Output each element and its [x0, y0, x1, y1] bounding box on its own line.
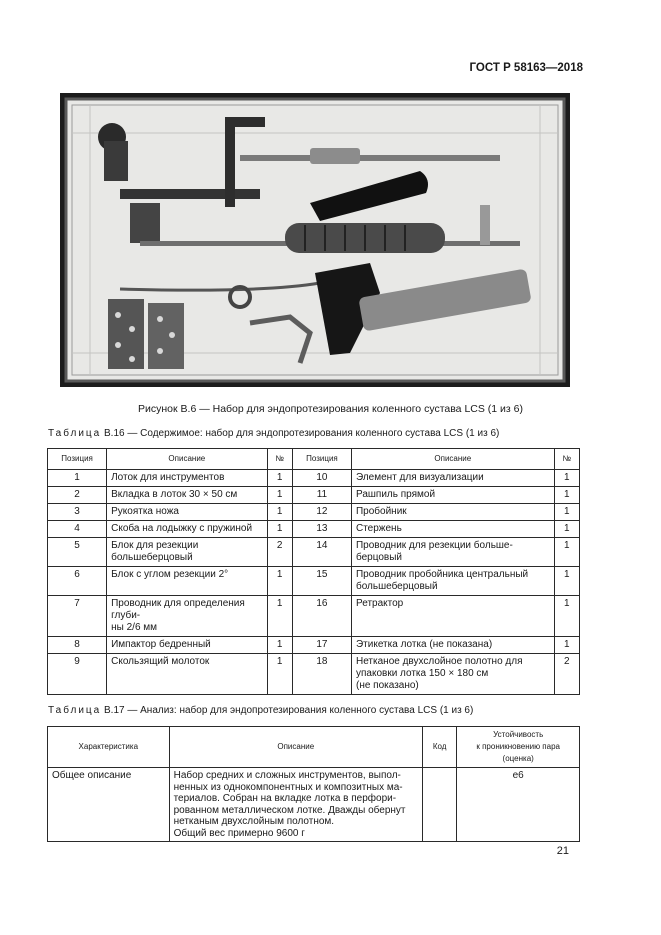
- cell-description: Проводник для резекции больше- берцовый: [351, 538, 554, 567]
- cell-number: 1: [554, 487, 579, 504]
- cell-number: 1: [267, 567, 292, 596]
- cell-description: Лоток для инструментов: [107, 470, 267, 487]
- header-steam-rating: Устойчивость к проникновению пара (оценка): [457, 727, 580, 768]
- cell-code: [422, 768, 456, 842]
- cell-number: 1: [267, 596, 292, 637]
- table-row: [48, 487, 580, 504]
- table17-title-text: В.17 — Анализ: набор для эндопротезирования коленного сустава LCS (1 из 6): [101, 705, 474, 716]
- cell-number: 2: [554, 654, 579, 695]
- cell-position: 9: [48, 654, 107, 695]
- cell-position: 6: [48, 567, 107, 596]
- cell-number: 1: [267, 637, 292, 654]
- cell-description: Ретрактор: [351, 596, 554, 637]
- cell-description: Стержень: [351, 521, 554, 538]
- header-description: Описание: [169, 727, 422, 768]
- cell-description: Проводник пробойника центральный большеберцовый: [351, 567, 554, 596]
- header-description: Описание: [107, 449, 267, 470]
- analysis-table: [47, 726, 580, 842]
- cell-description: Нетканое двухслойное полотно для упаковки лотка 150 × 180 см (не показано): [351, 654, 554, 695]
- table-row: [48, 567, 580, 596]
- cell-characteristic: Общее описание: [48, 768, 170, 842]
- table-row: [48, 521, 580, 538]
- cell-number: 1: [554, 521, 579, 538]
- cell-description: Скоба на лодыжку с пружиной: [107, 521, 267, 538]
- cell-description: Рукоятка ножа: [107, 504, 267, 521]
- table-row: [48, 538, 580, 567]
- header-number: №: [554, 449, 579, 470]
- cell-position: 11: [292, 487, 351, 504]
- cell-rating: е6: [457, 768, 580, 842]
- cell-position: 8: [48, 637, 107, 654]
- cell-position: 14: [292, 538, 351, 567]
- header-position: Позиция: [292, 449, 351, 470]
- table17-title: [48, 705, 473, 716]
- cell-description: Рашпиль прямой: [351, 487, 554, 504]
- cell-position: 7: [48, 596, 107, 637]
- header-description: Описание: [351, 449, 554, 470]
- table-row: [48, 637, 580, 654]
- cell-number: 2: [267, 538, 292, 567]
- table-row: [48, 504, 580, 521]
- table-row: [48, 654, 580, 695]
- cell-description: Этикетка лотка (не показана): [351, 637, 554, 654]
- header-position: Позиция: [48, 449, 107, 470]
- cell-description: Пробойник: [351, 504, 554, 521]
- cell-description: Набор средних и сложных инструментов, выпол- ненных из однокомпонентных и композитных ма- териалов. Собран на вкладке лотка в перфори- рованном металлическом лотке. Дважды обернут нетканым двухслойным полотном. Общий вес примерно 9600 г: [169, 768, 422, 842]
- table-row: [48, 470, 580, 487]
- cell-number: 1: [267, 470, 292, 487]
- cell-number: 1: [554, 470, 579, 487]
- cell-description: Элемент для визуализации: [351, 470, 554, 487]
- cell-number: 1: [267, 487, 292, 504]
- cell-position: 4: [48, 521, 107, 538]
- cell-number: 1: [554, 567, 579, 596]
- table-row: [48, 768, 580, 842]
- header-characteristic: Характеристика: [48, 727, 170, 768]
- cell-description: Проводник для определения глуби- ны 2/6 мм: [107, 596, 267, 637]
- header-number: №: [267, 449, 292, 470]
- cell-position: 3: [48, 504, 107, 521]
- contents-table: [47, 448, 580, 695]
- cell-position: 10: [292, 470, 351, 487]
- cell-position: 18: [292, 654, 351, 695]
- table16-label: Таблица: [48, 428, 102, 439]
- cell-position: 12: [292, 504, 351, 521]
- table17-label: Таблица: [48, 705, 102, 716]
- cell-number: 1: [554, 637, 579, 654]
- figure-caption: Рисунок В.6 — Набор для эндопротезирования коленного сустава LCS (1 из 6): [138, 403, 523, 415]
- cell-position: 1: [48, 470, 107, 487]
- cell-number: 1: [554, 596, 579, 637]
- header-code: Код: [422, 727, 456, 768]
- table-header-row: [48, 727, 580, 768]
- cell-position: 17: [292, 637, 351, 654]
- cell-number: 1: [554, 538, 579, 567]
- cell-number: 1: [267, 504, 292, 521]
- cell-description: Вкладка в лоток 30 × 50 см: [107, 487, 267, 504]
- page-number: 21: [556, 845, 569, 857]
- cell-position: 15: [292, 567, 351, 596]
- table16-title-text: В.16 — Содержимое: набор для эндопротезирования коленного сустава LCS (1 из 6): [101, 428, 500, 439]
- table-header-row: [48, 449, 580, 470]
- cell-position: 13: [292, 521, 351, 538]
- cell-description: Блок с углом резекции 2°: [107, 567, 267, 596]
- cell-description: Скользящий молоток: [107, 654, 267, 695]
- table-row: [48, 596, 580, 637]
- cell-position: 16: [292, 596, 351, 637]
- table16-title: [48, 428, 499, 439]
- cell-number: 1: [267, 521, 292, 538]
- standard-code: ГОСТ Р 58163—2018: [469, 62, 583, 74]
- cell-description: Блок для резекции большеберцовый: [107, 538, 267, 567]
- cell-position: 5: [48, 538, 107, 567]
- cell-number: 1: [267, 654, 292, 695]
- cell-position: 2: [48, 487, 107, 504]
- instrument-tray-photo: [60, 93, 570, 387]
- cell-number: 1: [554, 504, 579, 521]
- cell-description: Импактор бедренный: [107, 637, 267, 654]
